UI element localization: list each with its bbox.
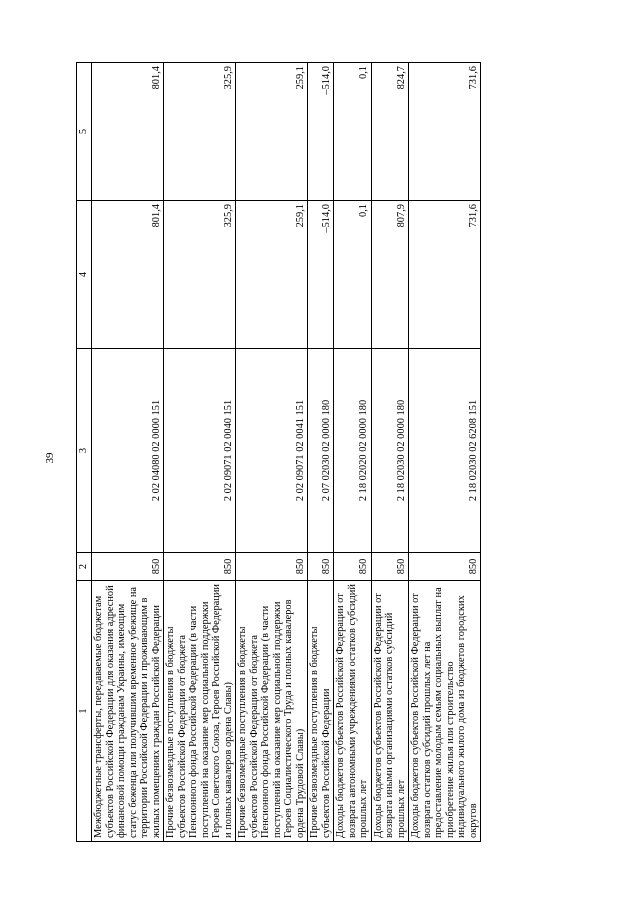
row-budget-code: 2 02 09071 02 0041 151 [236,349,308,553]
row-fact-value: 801,4 [92,63,164,201]
rotated-table-area [76,63,527,842]
header-col-2: 2 [77,553,92,581]
row-admin-code: 850 [409,553,481,581]
row-fact-value: 0,1 [334,63,372,201]
header-col-3: 3 [77,349,92,553]
row-admin-code: 850 [92,553,164,581]
table-row [92,63,164,842]
row-name: Доходы бюджетов субъектов Российской Федерации от возврата иными организациями остатков субсидий прошлых лет [371,581,409,842]
header-col-5: 5 [77,63,92,201]
table-wrapper [76,63,527,842]
table-header-row [77,63,92,842]
row-fact-value: 824,7 [371,63,409,201]
row-admin-code: 850 [236,553,308,581]
row-fact-value: 325,9 [164,63,236,201]
row-name: Прочие безвозмездные поступления в бюджеты субъектов Российской Федерации [308,581,334,842]
row-name: Прочие безвозмездные поступления в бюджеты субъектов Российской Федерации от бюджета Пенсионного фонда Российской Федерации (в части поступлений на оказание мер социальной поддержки Героев Советского Союза, Героев Российской Федерации и полных кавалеров ордена Славы) [164,581,236,842]
row-plan-value: 325,9 [164,201,236,349]
table-row [371,63,409,842]
revenue-table [76,62,481,842]
row-fact-value: –514,0 [308,63,334,201]
row-name: Доходы бюджетов субъектов Российской Федерации от возврата остатков субсидий прошлых лет на предоставление молодым семьям социальных выплат на приобретение жилья или строительство индивидуального жилого дома из бюджетов городских округов [409,581,481,842]
row-budget-code: 2 18 02030 02 6208 151 [409,349,481,553]
row-budget-code: 2 18 02030 02 0000 180 [371,349,409,553]
header-col-4: 4 [77,201,92,349]
row-plan-value: 807,9 [371,201,409,349]
table-row [236,63,308,842]
row-admin-code: 850 [308,553,334,581]
row-plan-value: –514,0 [308,201,334,349]
row-admin-code: 850 [371,553,409,581]
row-plan-value: 731,6 [409,201,481,349]
row-plan-value: 0,1 [334,201,372,349]
table-row [409,63,481,842]
row-fact-value: 731,6 [409,63,481,201]
table-row [334,63,372,842]
row-plan-value: 801,4 [92,201,164,349]
row-budget-code: 2 18 02020 02 0000 180 [334,349,372,553]
row-admin-code: 850 [334,553,372,581]
row-budget-code: 2 02 04080 02 0000 151 [92,349,164,553]
row-plan-value: 259,1 [236,201,308,349]
row-budget-code: 2 07 02030 02 0000 180 [308,349,334,553]
row-name: Доходы бюджетов субъектов Российской Федерации от возврата автономными учреждениями остатков субсидий прошлых лет [334,581,372,842]
header-col-1: 1 [77,581,92,842]
row-name: Прочие безвозмездные поступления в бюджеты субъектов Российской Федерации от бюджета Пенсионного фонда Российской Федерации (в части поступлений на оказание мер социальной поддержки Героев Социалистического Труда и полных кавалеров ордена Трудовой Славы) [236,581,308,842]
row-fact-value: 259,1 [236,63,308,201]
row-admin-code: 850 [164,553,236,581]
row-budget-code: 2 02 09071 02 0040 151 [164,349,236,553]
table-row [308,63,334,842]
page-number: 39 [44,452,56,464]
row-name: Межбюджетные трансферты, передаваемые бюджетам субъектов Российской Федерации для оказания адресной финансовой помощи гражданам Украины, имеющим статус беженца или получившим временное убежище на территории Российской Федерации и проживающим в жилых помещениях граждан Российской Федерации [92,581,164,842]
table-row [164,63,236,842]
